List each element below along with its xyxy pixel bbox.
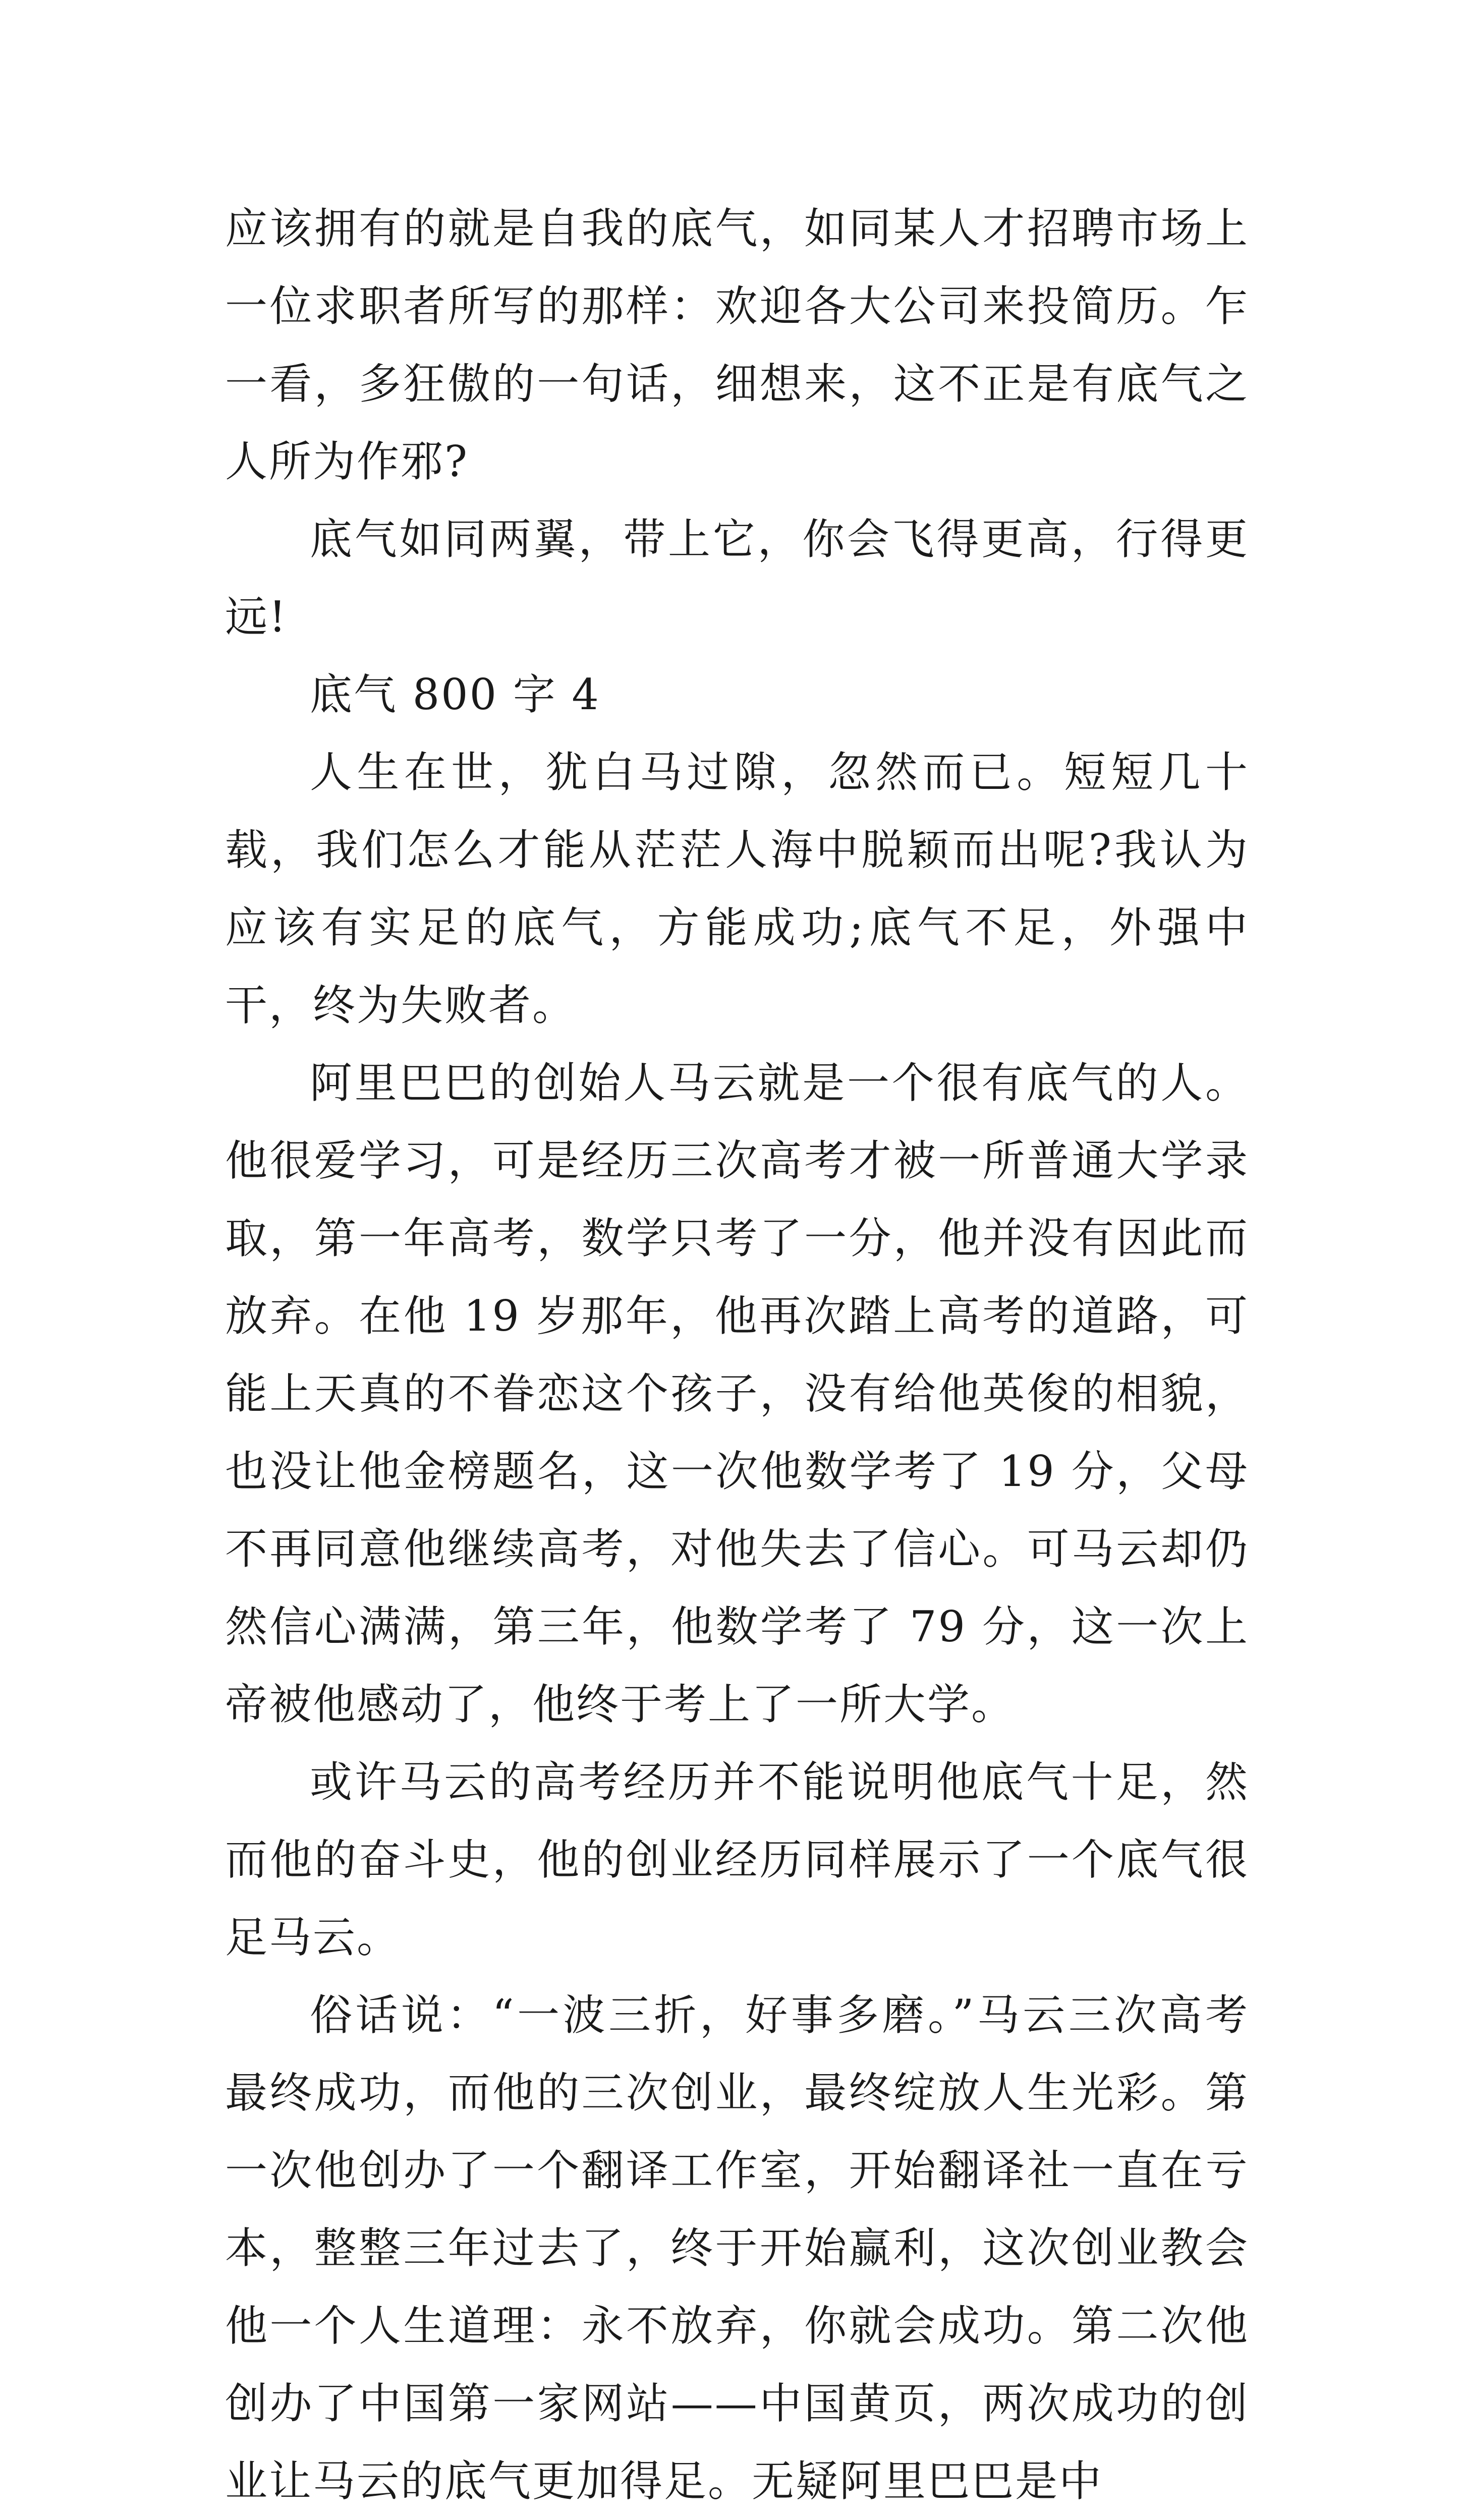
paragraph-1: 应该拥有的就是自我的底气，如同某人才招聘市场上一位求职者所写的那样：欢迎各大公司来投简历。乍一看，多狂傲的一句话，细想来，这不正是有底气之人所为作邪?	[225, 204, 1249, 486]
section-heading: 底气 800 字 4	[310, 670, 600, 719]
paragraph-3: 人生在世，犹白马过隙，忽然而已。短短几十载，我们怎么才能从茫茫人海中脱颖而出呢?我认为应该有实足的底气，方能成功;底气不足，外强中干，终为失败者。	[225, 748, 1249, 1030]
paragraph-2: 底气如同两翼，带上它，你会飞得更高，行得更远!	[225, 514, 1249, 642]
body-text	[225, 190, 1249, 2520]
paragraph-5: 或许马云的高考经历并不能说明他底气十足，然而他的奋斗史，他的创业经历同样展示了一个底气很足马云。	[225, 1757, 1249, 1962]
paragraph-4: 阿里巴巴的创始人马云就是一个很有底气的人。他很爱学习，可是经历三次高考才被一所普通大学录取，第一年高考，数学只考了一分，他并没有因此而放弃。在他 19 岁那年，他再次踏上高考的道路，可能上天真的不眷恋这个孩子，没有给他英俊的相貌，也没让他金榜题名，这一次他数学考了 19 分，父母不再同意他继续高考，对他失去了信心。可马云却仍然信心满满，第三年，他数学考了 79 分，这一次上帝被他感动了，他终于考上了一所大学。	[225, 1058, 1249, 1729]
paragraph-6: 俗话说：“一波三折，好事多磨。”马云三次高考最终成功，而他的三次创业，最终绽放人生光彩。第一次他创办了一个翻译工作室，开始翻译社一直在亏本，整整三年过去了，终于开始赢利，这次创业教会他一个人生道理：永不放弃，你就会成功。第二次他创办了中国第一家网站——中国黄页，两次成功的创业让马云的底气更加得足。无疑阿里巴巴是中	[225, 1990, 1249, 2506]
